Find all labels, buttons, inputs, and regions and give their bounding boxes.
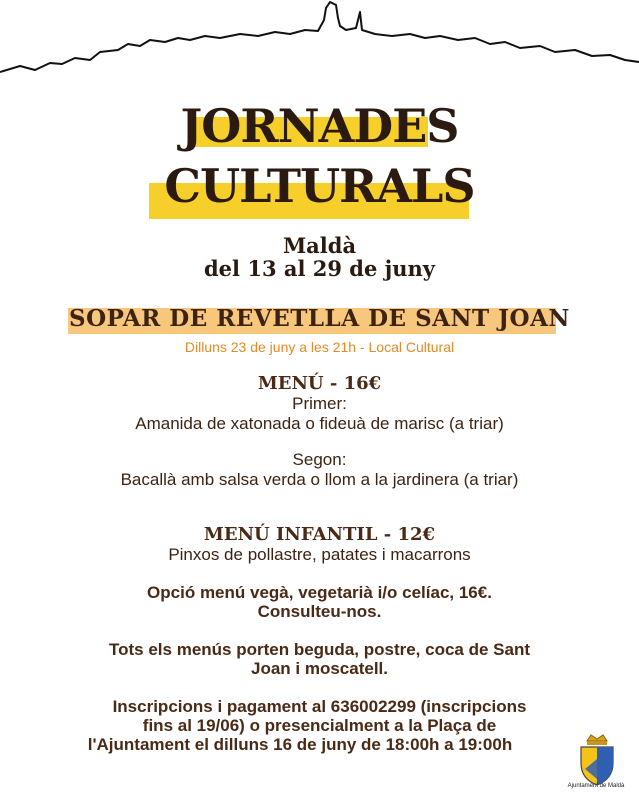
menu-first-options: Amanida de xatonada o fideuà de marisc (a triar) [135, 414, 504, 433]
vegan-note-line-1: Opció menú vegà, vegetarià i/o celíac, 16€. [147, 583, 492, 602]
vegan-note-line-2: Consulteu-nos. [257, 602, 382, 621]
kids-menu-heading: MENÚ INFANTIL - 12€ [203, 524, 436, 545]
signup-note-line-1: Inscripcions i pagament al 636002299 (inscripcions [112, 697, 527, 716]
menu-heading: MENÚ - 16€ [257, 373, 382, 394]
menu-second-options: Bacallà amb salsa verda o llom a la jardinera (a triar) [120, 470, 519, 489]
title-line-1-wrap [0, 100, 639, 152]
menu-second-label: Segon: [292, 450, 347, 469]
skyline-illustration [0, 0, 639, 80]
kids-menu-items: Pinxos de pollastre, patates i macarrons [168, 545, 471, 564]
event-subtitle: Dilluns 23 de juny a les 21h - Local Cultural [184, 339, 455, 355]
title-line-2-wrap [0, 160, 639, 212]
title-line-2: CULTURALS [164, 159, 475, 213]
includes-note-line-2: Joan i moscatell. [251, 659, 388, 678]
town-crest-icon [573, 733, 621, 787]
menu-first-label: Primer: [292, 394, 347, 413]
town-name: Maldà [282, 233, 357, 258]
signup-note-line-3: l'Ajuntament el dilluns 16 de juny de 18:00h a 19:00h [87, 735, 513, 754]
signup-note-line-2: fins al 19/06) o presencialment a la Plaça de [142, 716, 497, 735]
footer-org: Ajuntament de Maldà [567, 783, 625, 789]
event-title: SOPAR DE REVETLLA DE SANT JOAN [69, 305, 570, 332]
includes-note-line-1: Tots els menús porten beguda, postre, coca de Sant [109, 640, 530, 659]
date-range: del 13 al 29 de juny [204, 256, 435, 281]
location-block [0, 234, 639, 280]
title-line-1: JORNADES [180, 99, 459, 153]
